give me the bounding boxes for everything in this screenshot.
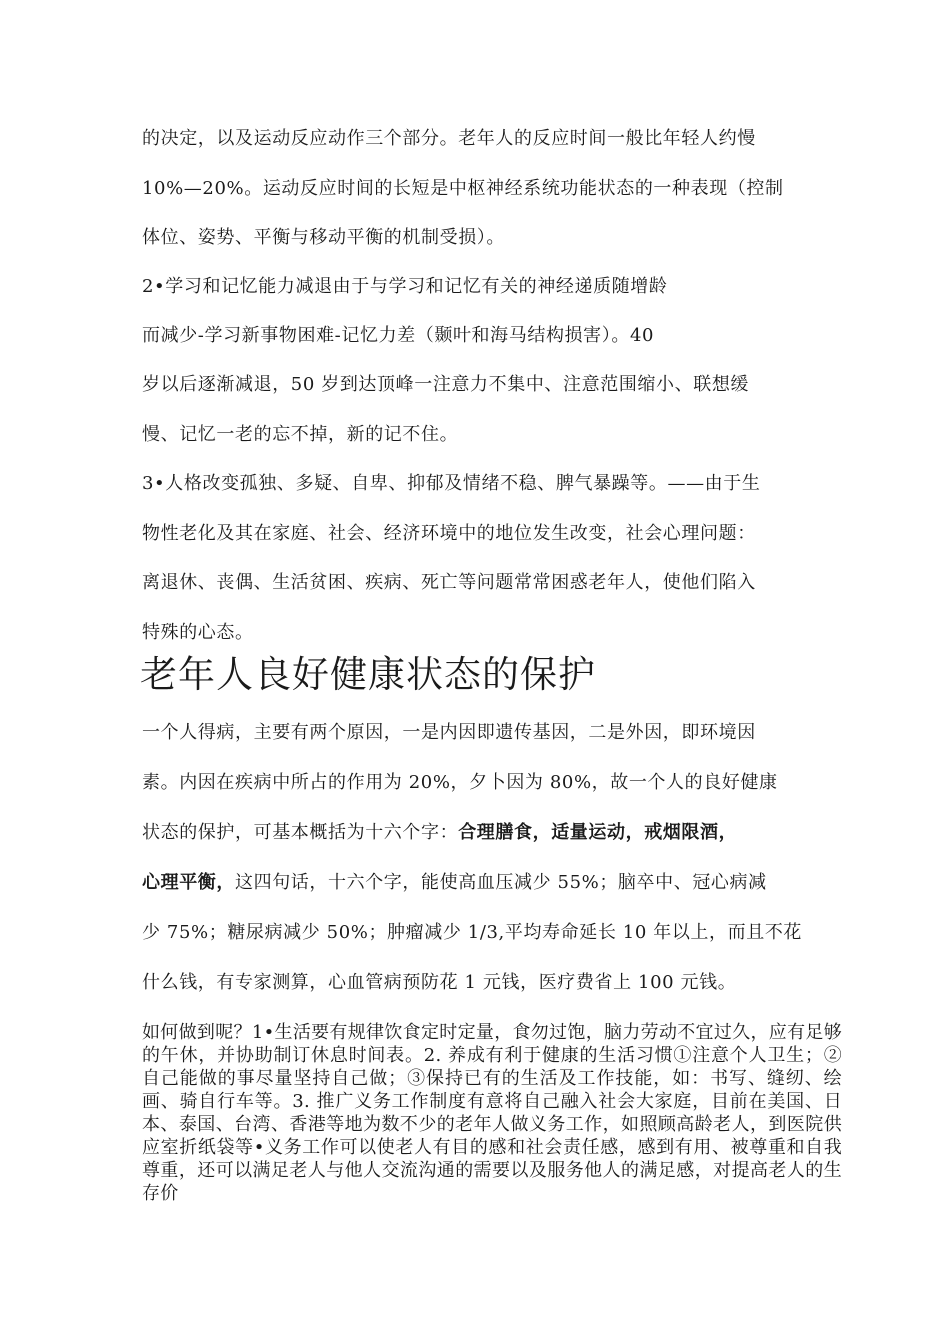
key-phrase: 心理平衡， bbox=[142, 872, 235, 893]
key-phrase: 合理膳食，适量运动，戒烟限酒， bbox=[458, 822, 738, 843]
body-line bbox=[142, 871, 767, 895]
body-line: 特殊的心态。 bbox=[142, 622, 254, 643]
section-heading: 老年人良好健康状态的保护 bbox=[140, 653, 596, 696]
body-line: 素。内因在疾病中所占的作用为 20%，夕卜因为 80%，故一个人的良好健康 bbox=[142, 772, 778, 793]
body-line: 岁以后逐渐减退，50 岁到达顶峰一注意力不集中、注意范围缩小、联想缓 bbox=[142, 374, 750, 395]
body-text: 状态的保护，可基本概括为十六个字： bbox=[142, 822, 459, 843]
body-line: 慢、记忆一老的忘不掉，新的记不住。 bbox=[142, 424, 459, 445]
body-line: 物性老化及其在家庭、社会、经济环境中的地位发生改变，社会心理问题： bbox=[142, 523, 756, 544]
body-line: 而减少-学习新事物困难-记忆力差（颞叶和海马结构损害）。40 bbox=[142, 325, 655, 346]
body-line: 2•学习和记忆能力减退由于与学习和记忆有关的神经递质随增龄 bbox=[142, 276, 668, 297]
body-paragraph: 如何做到呢？1•生活要有规律饮食定时定量，食勿过饱，脑力劳动不宜过久，应有足够的午休，并协助制订休息时间表。2. 养成有利于健康的生活习惯①注意个人卫生；②自己能做的事尽量坚持自己做；③保持已有的生活及工作技能，如：书写、缝纫、绘画、骑自行车等。3. 推广义务工作制度有意将自己融入社会大家庭，目前在美国、日本、泰国、台湾、香港等地为数不少的老年人做义务工作，如照顾高龄老人，到医院供应室折纸袋等•义务工作可以使老人有目的感和社会责任感，感到有用、被尊重和自我尊重，还可以满足老人与他人交流沟通的需要以及服务他人的满足感，对提高老人的生存价 bbox=[142, 1022, 842, 1204]
body-line bbox=[142, 821, 737, 845]
body-line: 一个人得病，主要有两个原因，一是内因即遗传基因，二是外因，即环境因 bbox=[142, 722, 756, 743]
body-line: 3•人格改变孤独、多疑、自卑、抑郁及情绪不稳、脾气暴躁等。——由于生 bbox=[142, 473, 761, 494]
body-text: 这四句话，十六个字，能使高血压减少 55%；脑卒中、冠心病减 bbox=[235, 872, 767, 893]
body-line: 什么钱，有专家测算，心血管病预防花 1 元钱，医疗费省上 100 元钱。 bbox=[142, 972, 737, 993]
body-line: 的决定，以及运动反应动作三个部分。老年人的反应时间一般比年轻人约慢 bbox=[142, 128, 756, 149]
body-line: 少 75%；糖尿病减少 50%；肿瘤减少 1/3,平均寿命延长 10 年以上，而且不花 bbox=[142, 922, 803, 943]
body-line: 体位、姿势、平衡与移动平衡的机制受损）。 bbox=[142, 227, 505, 248]
body-line: 10%—20%。运动反应时间的长短是中枢神经系统功能状态的一种表现（控制 bbox=[142, 178, 784, 199]
body-line: 离退休、丧偶、生活贫困、疾病、死亡等问题常常困惑老年人，使他们陷入 bbox=[142, 572, 756, 593]
